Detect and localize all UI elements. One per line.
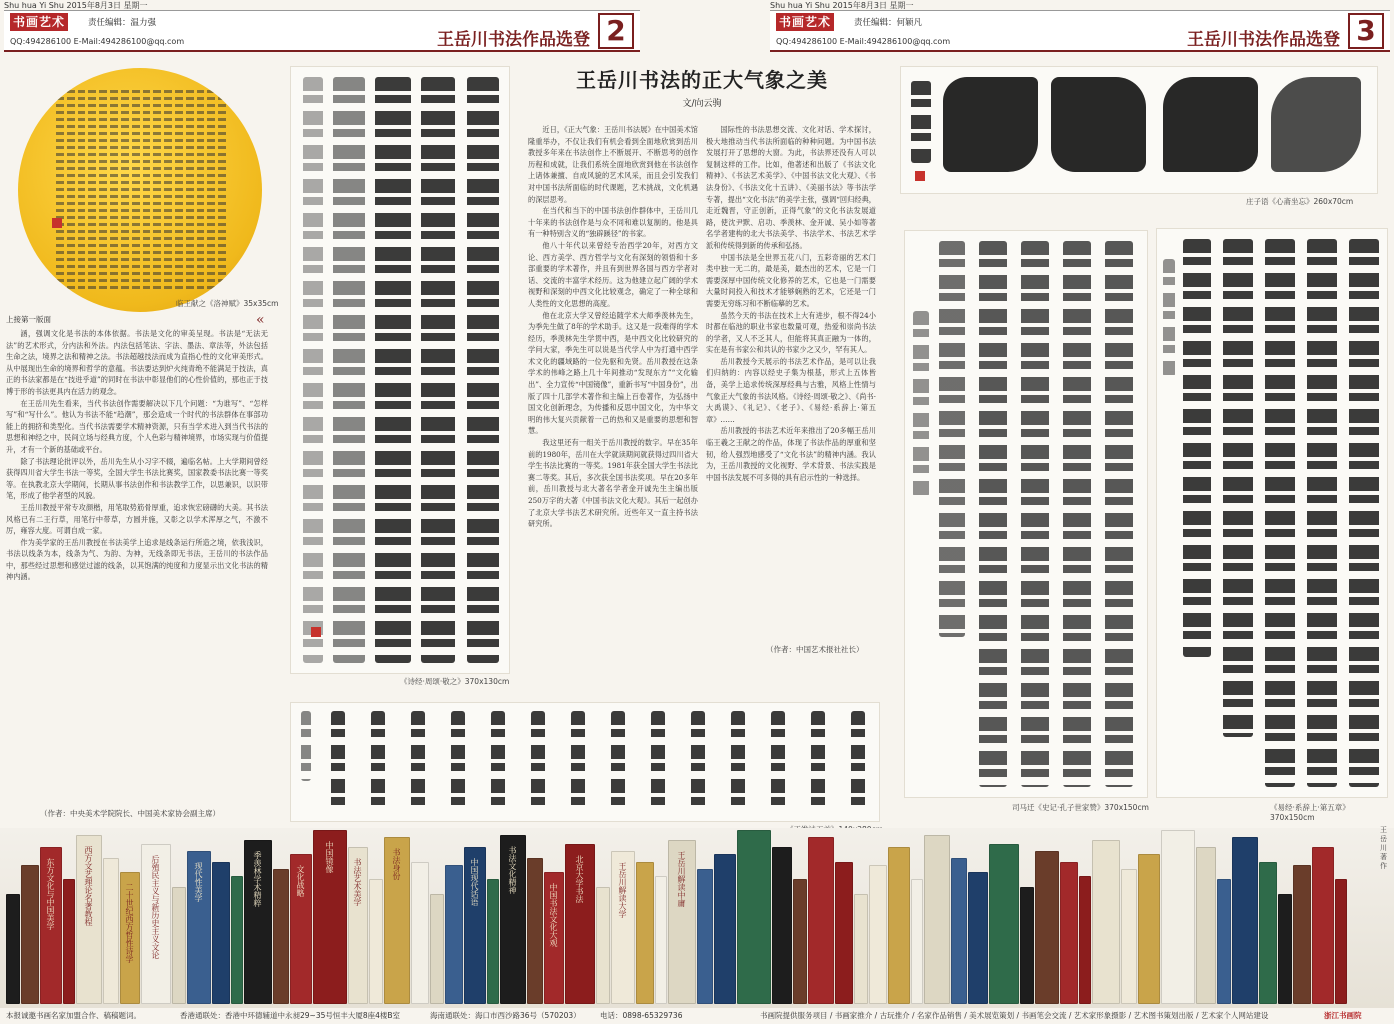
book-spine — [212, 862, 230, 1004]
seal-stamp — [915, 171, 925, 181]
paragraph: 国际性的书法思想交流、文化对话、学术探讨，极大地推动当代书法所面临的种种问题。为中国书法发展打开了思想的大窗。为此，书法界还没有人可以复制这样的工作。比如，他著述和出版了《书法文化精神》、《书法艺术美学》、《中国书法文化大观》、《书法身份》、《书法文化十五讲》、《美丽书法》等书法学专著，提出“文化书法”的美学主张，强调“回归经典，走近魏晋，守正创新，正得气象”的文化书法发展道路，使沈尹默、启功、季羡林、金开诚、吴小如等著名学者建构的北大书法美学、书法学术、书法艺术学派和传统得到新的传承和弘扬。 — [706, 125, 876, 250]
left-article-byline: （作者：中央美术学院院长、中国美术家协会副主席） — [40, 809, 220, 818]
page-dateline: Shu hua Yi Shu 2015年8月3日 星期一 — [770, 1, 914, 10]
book-spine — [313, 830, 347, 1004]
book-spine — [445, 865, 463, 1004]
paragraph: 近日，《正大气象：王岳川书法展》在中国美术馆隆重举办，不仅让我们有机会看到全面地欣赏到岳川教授多年来在书法创作上不断展开、不断思考的创作历程和成就，让我们系统全面地欣赏到他在书法创作上诸体兼擅、自成风貌的艺术风采，而且会引发我们对中国书法所面临的时代课题，艺术挑战，文化机遇的深层思考。 — [528, 125, 698, 204]
footer-services: 书画院提供服务项目 / 书画家推介 / 古玩推介 / 名家作品销售 / 美术展览策划 / 书画笔会交流 / 艺术家形象摄影 / 艺术图书策划出版 / 艺术家个人网站建设 — [760, 1011, 1269, 1020]
artwork-caption: 《易经·系辞上·第五章》370x150cm — [1270, 803, 1350, 822]
book-spine — [697, 869, 713, 1004]
book-spine — [1196, 847, 1216, 1004]
artwork-caption: 司马迁《史记·孔子世家赞》370x150cm — [1012, 803, 1149, 812]
book-spine — [1161, 830, 1195, 1004]
book-spine — [968, 872, 988, 1004]
book-title: 季羡林学术精粹 — [253, 851, 262, 908]
book-spine — [1217, 879, 1231, 1004]
book-spine — [500, 835, 526, 1004]
book-spine — [290, 854, 312, 1004]
book-spine — [21, 865, 39, 1004]
paragraph: 王岳川教授平常专攻颜楷，用笔取势筋骨厚重，追求恢宏磅礴的大美。其书法风格已有二王行草，用笔行中带草，方圆并施，又彰之以学术浑厚之气，不激不厉，雍容大度。可谓自成一家。 — [6, 502, 268, 536]
book-title: 王岳川解读大学 — [618, 861, 627, 918]
newspaper-logo: 书画艺术 — [776, 13, 834, 31]
left-article-body — [6, 328, 268, 808]
large-character-calligraphy — [900, 66, 1378, 194]
book-spine — [1335, 879, 1347, 1004]
paragraph: 虽然今天的书法在技术上大有进步，根不得24小时都在临池的职业书家也数量可观，热爱和崇尚书法的学者，又人不乏其人，但能将其真正融为一体的，实在是有书家公和共认的书家少之又少，罕有其人。 — [706, 310, 876, 355]
book-spine — [596, 887, 610, 1004]
book-spine — [120, 872, 140, 1004]
scroll-calligraphy-yijing — [1156, 228, 1388, 798]
book-spine — [835, 862, 853, 1004]
book-spine — [655, 876, 667, 1004]
masthead-page-2 — [4, 10, 640, 52]
book-title: 书法身份 — [392, 847, 401, 880]
book-title: 文化战略 — [296, 865, 305, 898]
book-spine — [231, 876, 243, 1004]
paragraph: 除了书法理论批评以外，岳川先生从小习字不辍，遍临名帖。上大学期间曾经获得四川省大学生书法一等奖，全国大学生书法比赛奖，国家教委书法比赛一等奖等。在执教北京大学期间，长期从事书法创作和书法教学工作，以思兼识，以识带笔，形成了他学者型的风貌。 — [6, 456, 268, 501]
book-spine — [924, 835, 950, 1004]
book-title: 书法文化精神 — [508, 845, 517, 894]
masthead-page-3 — [770, 10, 1390, 52]
book-title: 中国书法文化大观 — [549, 883, 558, 948]
book-title: 后殖民主义与新历史主义文论 — [151, 854, 160, 959]
book-spine — [40, 847, 62, 1004]
contact-info: QQ:494286100 E-Mail:494286100@qq.com — [776, 37, 951, 46]
book-spine — [544, 872, 564, 1004]
paragraph: 他在北京大学又曾经追随学术大师季羡林先生，为季先生做了8年的学术助手。这又是一段难得的学术经历，季羡林先生学贯中西，是中西文化比较研究的学问大家，季先生可以说是当代学人中为打通中西学术文化的疆域路的一位先驱和先贤。岳川教授在这条学术的伟峰之路上几十年间推动“发现东方”“文化输出”、全力宣传“中国镜像”，重新书写“中国身份”，出版了四十几部学术著作和主编上百卷著作，为弘扬中国文化创新理念，为传播和反思中国文化，为中华文明的伟大复兴贡献着一己的热和又是重要的思想和智慧。 — [528, 310, 698, 436]
editor-credit: 责任编辑：温力强 — [88, 18, 157, 28]
page-dateline: Shu hua Yi Shu 2015年8月3日 星期一 — [4, 1, 148, 10]
book-spine — [187, 851, 211, 1004]
paragraph: 在王岳川先生看来，当代书法创作需要解决以下几个问题：“为谁写”、“怎样写”和“写什么”。他认为书法不能“趋潮”，那会造成一个时代的书法群体在事部功能上的拥挤和类型化。当代书法需要学术精神资源，只有当学术进入到当代书法的思想和神经之中，民间立场与经典方度，个人色彩与精神境界，市场实现与价值提升，才有一个新的基础或平台。 — [6, 398, 268, 454]
paragraph: 在当代和当下的中国书法创作群体中，王岳川几十年来的书法创作是与众不同和难以复制的。他是具有一种特别含义的“独辟蹊径”的书家。 — [528, 206, 698, 239]
scroll-calligraphy-shiji — [904, 230, 1148, 798]
book-spine — [1138, 854, 1160, 1004]
footer-site-logo: 浙江书画院 — [1324, 1011, 1362, 1020]
works-label: 王岳川著作 — [1380, 826, 1387, 870]
book-spine — [1278, 894, 1292, 1004]
book-spine — [1259, 862, 1277, 1004]
contact-info: QQ:494286100 E-Mail:494286100@qq.com — [10, 37, 185, 46]
artwork-caption: 《诗经·周颂·敬之》370x130cm — [400, 677, 510, 686]
book-spine — [808, 837, 834, 1004]
book-title: 北京大学书法 — [575, 854, 584, 903]
paragraph: 岳川教授的书法艺术近年来推出了20多幅王岳川临王羲之王献之的作品，体现了书法作品的厚重和坚韧，给人强烈地感受了“文化书法”的精神内涵。我认为，王岳川教授的文化视野、学术背景、书法实践是中国书法发展不可多得的具有启示性的一种选择。 — [706, 426, 876, 482]
book-spine — [1035, 851, 1059, 1004]
book-spine — [1020, 887, 1034, 1004]
artwork-caption: 庄子语《心斋坐忘》260x70cm — [1246, 197, 1354, 206]
book-spine — [869, 865, 887, 1004]
book-spine — [244, 840, 272, 1004]
book-spine — [1232, 837, 1258, 1004]
book-spine — [737, 830, 771, 1004]
book-spine — [63, 879, 75, 1004]
paragraph: 他八十年代以来曾经专治西学20年，对西方文论、西方美学、西方哲学与文化有深刻的领悟和十多部重要的学术著作，并且有到世界各国与西方学者对话、交流的丰富学术经历。这为他建立起广阔的学术视野和深刻的中西文化比较观念，确定了一种全球和人类性的文化思想的高度。 — [528, 240, 698, 308]
book-title: 西方文艺理论名著教程 — [84, 845, 93, 926]
section-title: 王岳川书法作品选登 — [1187, 30, 1340, 50]
paragraph: 涵，强调文化是书法的本体依据。书法是文化的审美呈现。书法是“无法无法”的艺术形式，分内法和外法。内法包括笔法、字法、墨法、章法等，外法包括生命之法，境界之法和精神之法。书法超越技法而成为直指心性的文化审美形式。从中展现出生命的境界和哲学的意蕴。书法要达到炉火纯青绝不能满足于技法，真正的书法家都是在“技进乎道”的同时在书法中彰显他们的心性价值的，那也正于技博于形的书法更具内在活力的观念。 — [6, 329, 268, 396]
book-title: 书法艺术美学 — [353, 858, 362, 907]
paragraph: 中国书法是全世界五花八门，五彩奇丽的艺术门类中独一无二的，最是美，最杰出的艺术，它是一门需要深厚中国传统文化修养的艺术，它也是一门需要大量时间投入和技术才能够娴熟的艺术，它还是一门需要无穷练习和不断临摹的艺术。 — [706, 252, 876, 308]
continued-label: 上接第一版面 — [6, 315, 51, 324]
paragraph: 作为美学家的王岳川教授在书法美学上追求是线条运行所造之境，依我浅识，书法以线条为本，线条为气、为韵、为神，无线条即无书法，王岳川的书法作品中，那些经过思想和感觉过滤的线条，以其饱满的纯度和力度显示出文化书法的精神内涵。 — [6, 537, 268, 582]
book-spine — [888, 847, 910, 1004]
book-spine — [527, 858, 543, 1004]
book-spine — [1092, 840, 1120, 1004]
book-spine — [565, 844, 595, 1004]
book-spine — [430, 894, 444, 1004]
fan-calligraphy-artwork — [18, 68, 262, 312]
book-spine — [854, 894, 868, 1004]
book-title: 王岳川解读中庸 — [677, 851, 686, 908]
article-column-1 — [528, 124, 698, 644]
section-title: 王岳川书法作品选登 — [437, 30, 590, 50]
book-spine — [103, 858, 119, 1004]
book-spine — [911, 879, 923, 1004]
page-number: 2 — [598, 13, 634, 49]
paragraph: 岳川教授今天展示的书法艺术作品，是可以让我们归纳的：内容以经史子集为根基，形式上五体皆备，美学上追求传统深厚经典与古雅，风格上性情与气象正大气象的书法风格。《诗经·周颂·敬之》、《尚书·大禹谟》、《礼记》、《老子》、《易经·系辞上·第五章》…… — [706, 356, 876, 424]
footer-hainan-address: 海南通联处：海口市西沙路36号（570203） — [430, 1011, 581, 1020]
article-byline: （作者：中国艺术报社社长） — [766, 645, 864, 654]
book-spine — [369, 879, 383, 1004]
book-spine — [668, 840, 696, 1004]
scroll-calligraphy-shijing — [290, 66, 510, 674]
book-title: 东方文化与中国美学 — [46, 858, 55, 931]
page-number: 3 — [1348, 13, 1384, 49]
horizontal-calligraphy-wangwei — [290, 702, 880, 822]
book-title: 现代性美学 — [194, 861, 203, 902]
newspaper-logo: 书画艺术 — [10, 13, 68, 31]
book-spine — [273, 869, 289, 1004]
book-title: 中国镜像 — [325, 840, 334, 873]
book-spine — [464, 847, 486, 1004]
book-spine — [1121, 869, 1137, 1004]
article-author: 文/向云驹 — [682, 99, 722, 109]
bookshelf-works — [6, 826, 1347, 1004]
book-spine — [714, 854, 736, 1004]
book-spine — [487, 879, 499, 1004]
book-spine — [793, 879, 807, 1004]
book-title: 中国现代话语 — [470, 858, 479, 907]
book-spine — [1293, 865, 1311, 1004]
book-spine — [384, 837, 410, 1004]
book-spine — [348, 847, 368, 1004]
book-spine — [76, 835, 102, 1004]
editor-credit: 责任编辑：何颖凡 — [854, 18, 923, 28]
book-title: 二十世纪西方哲性诗学 — [125, 883, 134, 964]
book-spine — [772, 847, 792, 1004]
book-spine — [951, 858, 967, 1004]
book-spine — [636, 862, 654, 1004]
artwork-caption: 临王献之《洛神赋》35x35cm — [176, 299, 279, 308]
seal-stamp — [52, 218, 62, 228]
seal-stamp — [311, 627, 321, 637]
book-spine — [172, 887, 186, 1004]
book-spine — [411, 862, 429, 1004]
book-spine — [1079, 876, 1091, 1004]
footer-hk-address: 香港通联处：香港中环德辅道中永昶29~35号恒丰大厦8座4楼B室 — [180, 1011, 401, 1020]
book-spine — [1060, 862, 1078, 1004]
footer-phone: 电话：0898-65329736 — [600, 1011, 683, 1020]
article-headline: 王岳川书法的正大气象之美 — [576, 68, 828, 92]
book-spine — [6, 894, 20, 1004]
book-spine — [1312, 847, 1334, 1004]
book-spine — [989, 844, 1019, 1004]
article-column-2 — [706, 124, 876, 644]
paragraph: 我这里还有一组关于岳川教授的数字。早在35年前的1980年，岳川在大学就读期间就获得过四川省大学生书法比赛的一等奖。1981年获全国大学生书法比赛二等奖。其后，多次获全国书法奖项。早在20多年前，岳川教授与北大著名学者金开诚先生主编出版250万字的大著《中国书法文化大观》。其后一起创办了北京大学书法艺术研究所。近些年又一直主持书法研究所。 — [528, 438, 698, 529]
book-spine — [141, 844, 171, 1004]
quote-mark: « — [256, 312, 265, 328]
footer-invitation: 本报诚邀书画名家加盟合作、稿稿题词。 — [6, 1011, 141, 1020]
book-spine — [611, 851, 635, 1004]
